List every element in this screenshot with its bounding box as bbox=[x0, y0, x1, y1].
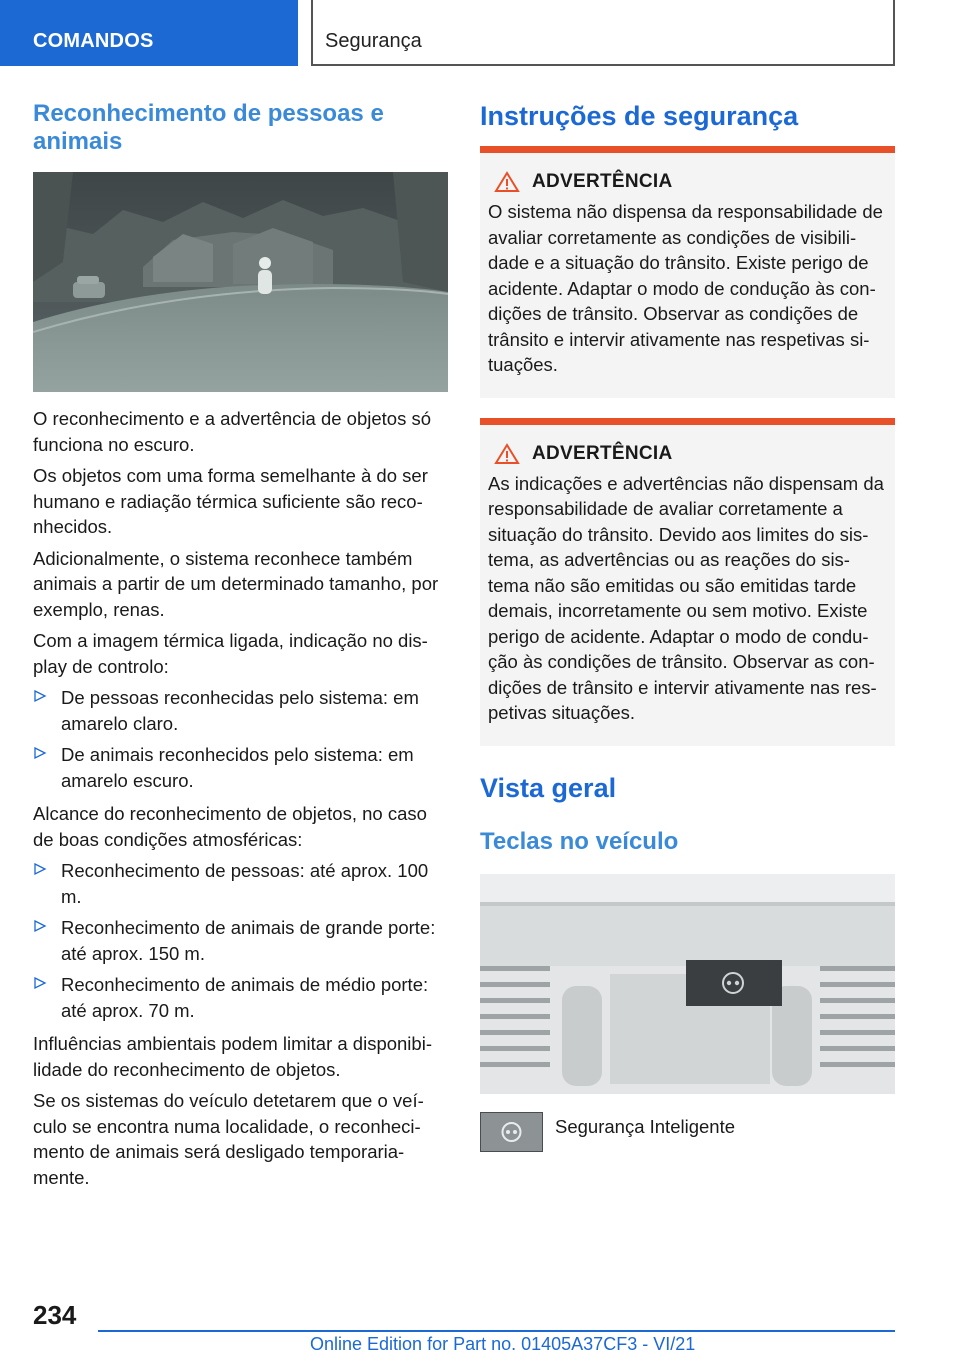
thermal-image bbox=[33, 172, 448, 392]
triangle-bullet-icon bbox=[33, 862, 47, 876]
paragraph-dark-only: O reconhecimento e a advertência de objetos só funciona no escuro. bbox=[33, 408, 431, 455]
warning-header bbox=[488, 171, 885, 193]
paragraph-locality: Se os sistemas do veículo detetarem que o veí-culo se encontra numa localidade, o reconheci-mento de animais será desligado temporaria-mente. bbox=[33, 1090, 424, 1188]
list-item-text: De pessoas reconhecidas pelo sistema: em amarelo claro. bbox=[61, 687, 419, 734]
list-item-text: Reconhecimento de animais de grande porte: até aprox. 150 m. bbox=[61, 917, 436, 964]
warning-text: As indicações e advertências não dispensam da responsabilidade de avaliar corretamente a situação do trânsito. Devido aos limites do sis-tema, as advertências ou as reações do sis-tema não são emitidas ou são emitidas tarde demais, incorretamente ou sem motivo. Existe perigo de acidente. Adaptar o modo de condu-ção às condições de trânsito. Observar as con-dições de trânsito e intervir ativamente nas res-petivas situações. bbox=[488, 472, 884, 723]
heading-safety-instructions: Instruções de segurança bbox=[480, 101, 799, 131]
footer-divider bbox=[98, 1330, 895, 1332]
button-legend bbox=[480, 1112, 895, 1152]
list-item bbox=[33, 972, 448, 1023]
chapter-title: Segurança bbox=[311, 0, 895, 66]
list-item-text: De animais reconhecidos pelo sistema: em amarelo escuro. bbox=[61, 744, 414, 791]
right-column bbox=[480, 100, 895, 1152]
warning-text: O sistema não dispensa da responsabilidade de avaliar corretamente as condições de visibili-dade e a situação do trânsito. Existe perigo de acidente. Adaptar o modo de condução às con-dições de trânsito. Observar as condições de trânsito e intervir ativamente nas respetivas si-tuações. bbox=[488, 201, 883, 375]
list-item-text: Reconhecimento de animais de médio porte: até aprox. 70 m. bbox=[61, 974, 429, 1021]
heading-recognition: Reconhecimento de pessoas e animais bbox=[33, 100, 384, 155]
list-item bbox=[33, 742, 448, 793]
triangle-bullet-icon bbox=[33, 919, 47, 933]
paragraph-range-intro: Alcance do reconhecimento de objetos, no caso de boas condições atmosféricas: bbox=[33, 803, 427, 850]
button-legend-label: Segurança Inteligente bbox=[555, 1115, 735, 1137]
triangle-bullet-icon bbox=[33, 689, 47, 703]
footer-edition: Online Edition for Part no. 01405A37CF3 - VI/21 bbox=[310, 1334, 696, 1354]
paragraph-display-indication: Com a imagem térmica ligada, indicação no dis-play de controlo: bbox=[33, 630, 428, 677]
section-tab: COMANDOS bbox=[0, 0, 298, 66]
warning-header bbox=[488, 443, 885, 465]
paragraph-human-shape: Os objetos com uma forma semelhante à do ser humano e radiação térmica suficiente são reco-nhecidos. bbox=[33, 465, 428, 537]
triangle-bullet-icon bbox=[33, 976, 47, 990]
triangle-bullet-icon bbox=[33, 746, 47, 760]
left-column bbox=[33, 100, 448, 1196]
list-item bbox=[33, 685, 448, 736]
warning-triangle-icon bbox=[494, 171, 520, 193]
heading-vehicle-keys: Teclas no veículo bbox=[480, 827, 679, 855]
paragraph-animals: Adicionalmente, o sistema reconhece também animais a partir de um determinado tamanho, por exemplo, renas. bbox=[33, 547, 439, 620]
vehicle-console-image bbox=[480, 874, 895, 1094]
list-item-text: Reconhecimento de pessoas: até aprox. 100 m. bbox=[61, 860, 429, 907]
list-item bbox=[33, 858, 448, 909]
display-color-list bbox=[33, 685, 448, 793]
warning-triangle-icon bbox=[494, 443, 520, 465]
warning-title: ADVERTÊNCIA bbox=[532, 442, 673, 464]
intelligent-safety-button-icon bbox=[480, 1112, 543, 1152]
warning-title: ADVERTÊNCIA bbox=[532, 171, 673, 192]
range-list bbox=[33, 858, 448, 1023]
warning-box bbox=[480, 418, 895, 746]
warning-box bbox=[480, 146, 895, 398]
page-number: 234 bbox=[33, 1300, 77, 1330]
list-item bbox=[33, 915, 448, 966]
paragraph-environment: Influências ambientais podem limitar a disponibi-lidade do reconhecimento de objetos. bbox=[33, 1033, 432, 1080]
heading-overview: Vista geral bbox=[480, 772, 617, 803]
